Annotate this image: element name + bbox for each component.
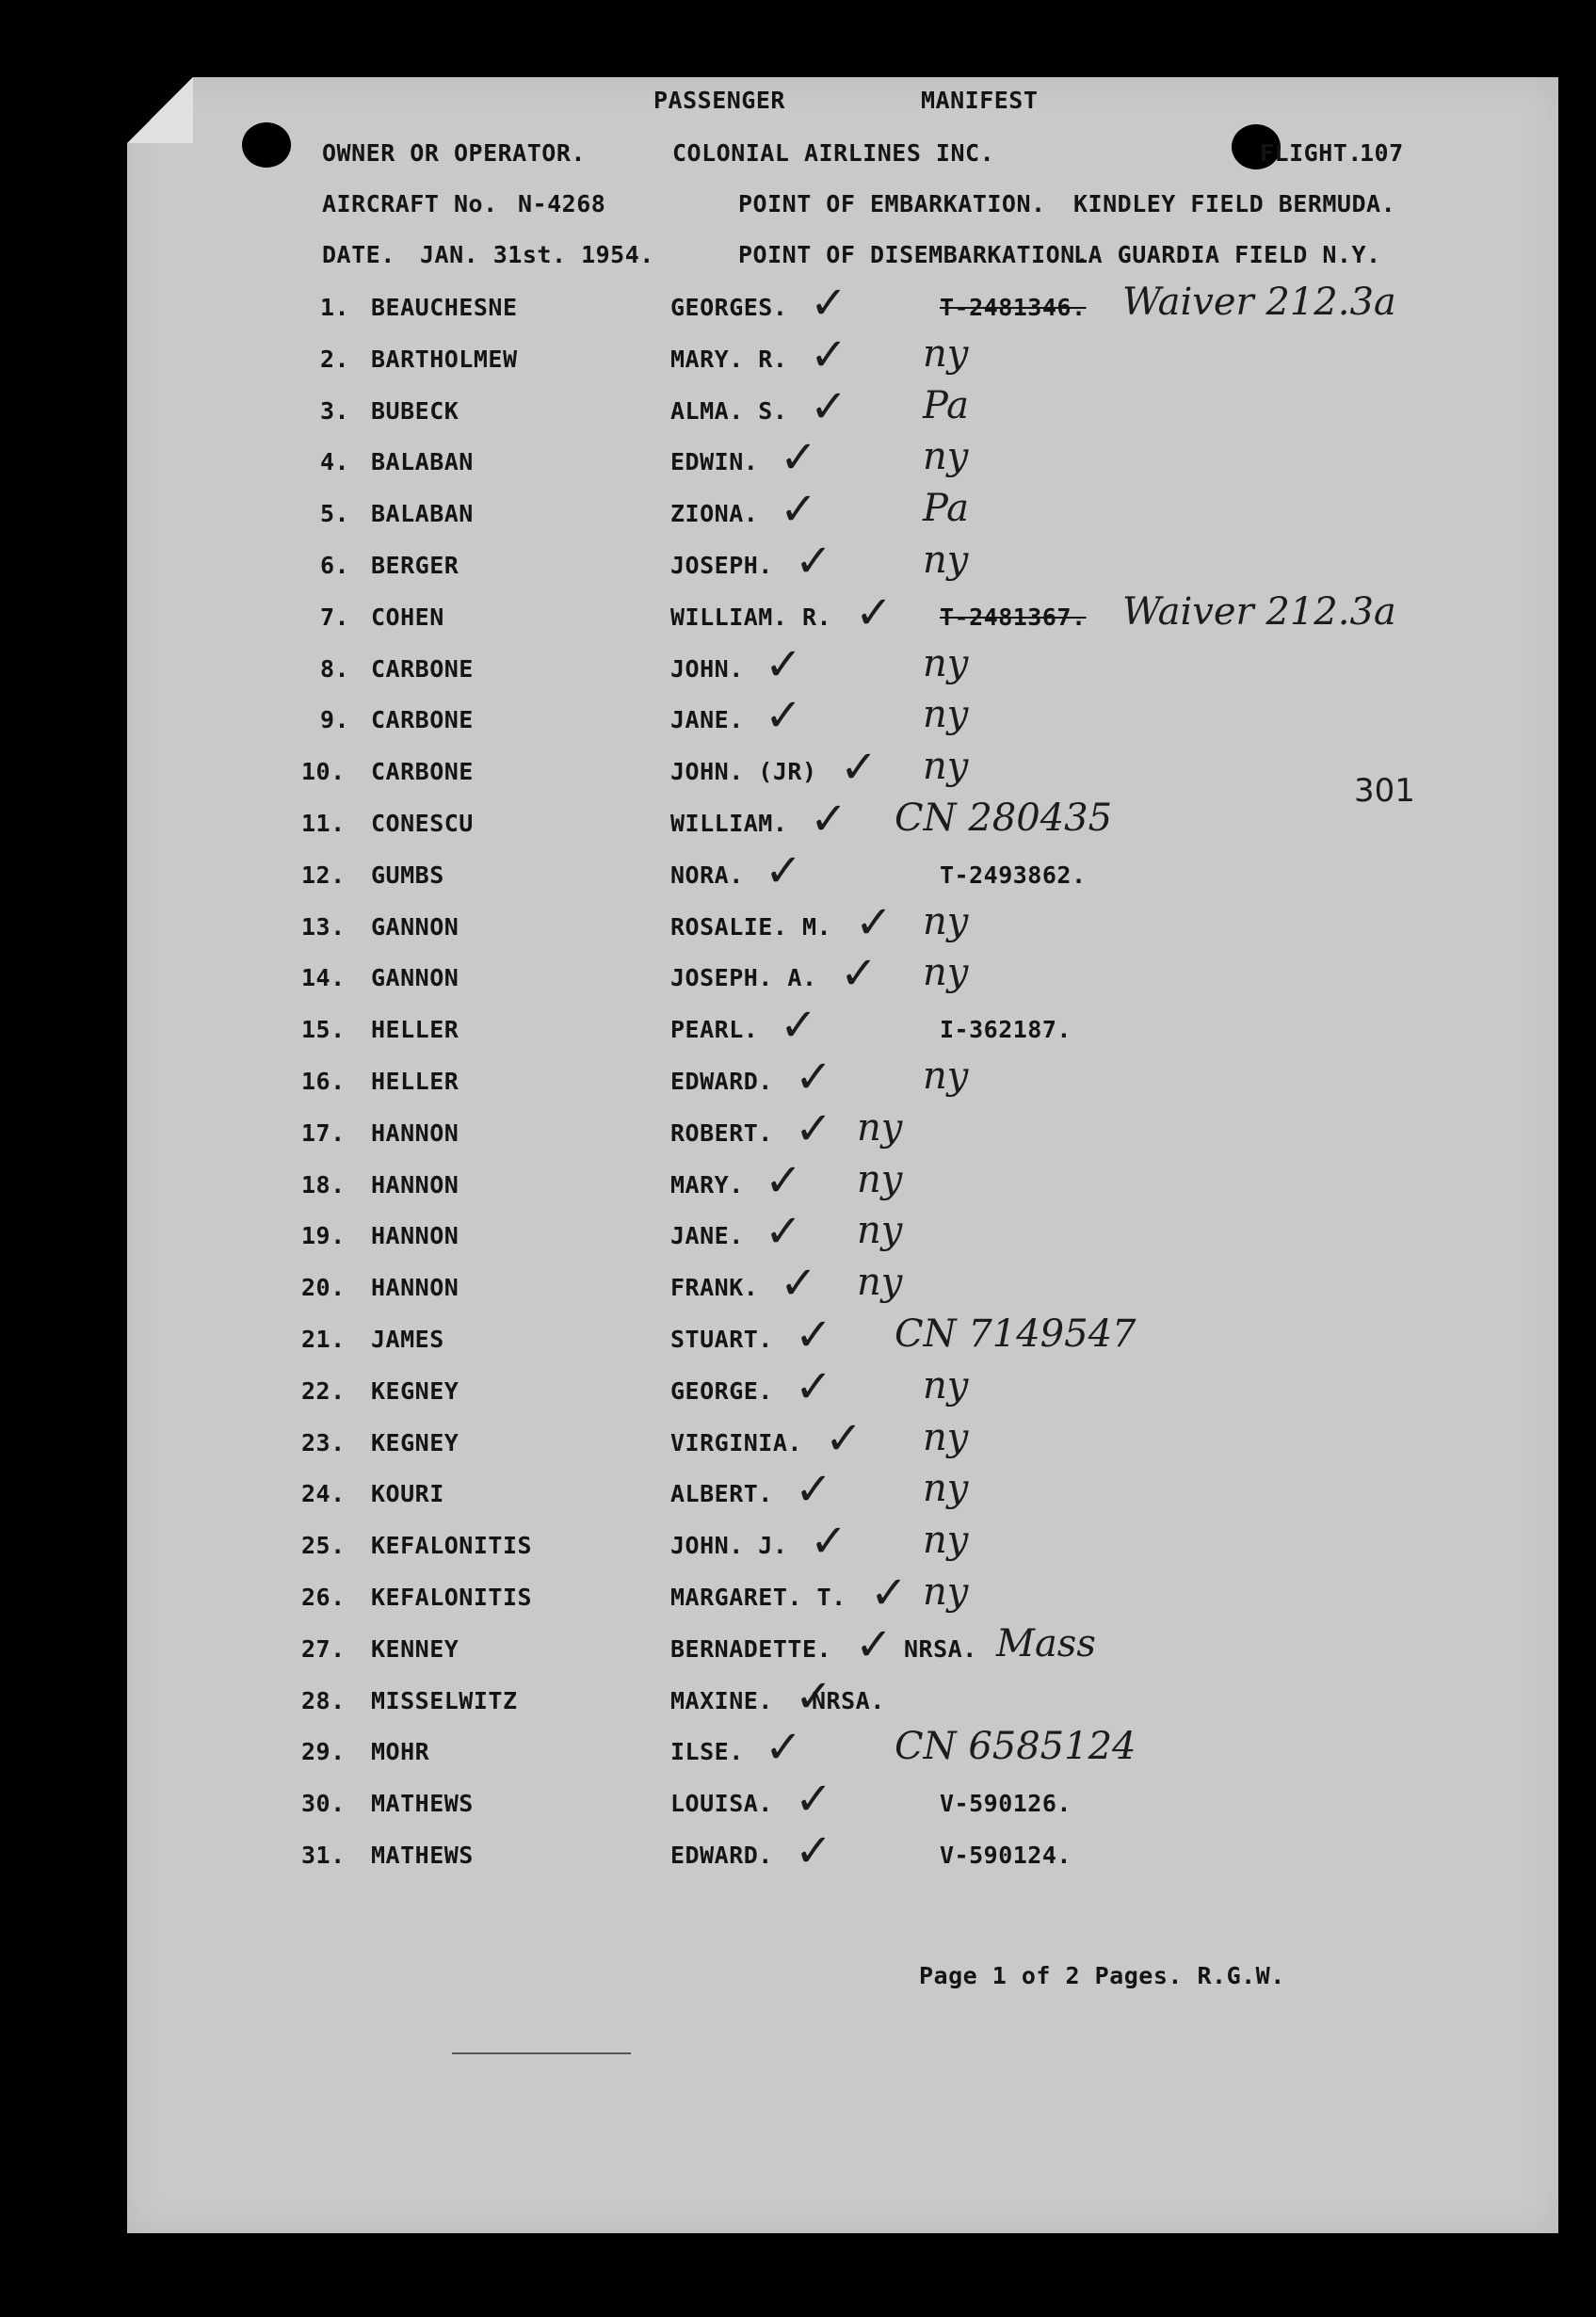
passenger-document: T-2493862. [940, 861, 1087, 889]
handwritten-note: ny [923, 1570, 969, 1614]
date-label: DATE. [322, 241, 395, 268]
passenger-surname: BALABAN [371, 448, 474, 475]
aircraft-value: N-4268 [518, 190, 606, 217]
passenger-surname: KEGNEY [371, 1429, 459, 1456]
passenger-number: 29. [301, 1738, 346, 1765]
passenger-document: V-590126. [940, 1790, 1072, 1817]
checkmark-icon: ✓ [795, 1051, 833, 1103]
handwritten-note: ny [923, 539, 969, 582]
passenger-surname: KENNEY [371, 1635, 459, 1663]
passenger-row [0, 1670, 1596, 1725]
checkmark-icon: ✓ [810, 329, 848, 381]
passenger-surname: CARBONE [371, 655, 474, 683]
passenger-given-name: MAXINE. [670, 1687, 773, 1714]
checkmark-icon: ✓ [765, 638, 803, 691]
passenger-given-name: MARY. R. [670, 346, 788, 373]
title-manifest: MANIFEST [921, 87, 1039, 114]
handwritten-note: ny [923, 1416, 969, 1459]
passenger-surname: BUBECK [371, 397, 459, 425]
passenger-number: 31. [301, 1842, 346, 1869]
passenger-number: 15. [301, 1016, 346, 1043]
passenger-given-name: LOUISA. [670, 1790, 773, 1817]
handwritten-note: ny [857, 1158, 903, 1201]
checkmark-icon: ✓ [870, 1567, 909, 1619]
handwritten-note: ny [923, 1519, 969, 1562]
passenger-surname: BALABAN [371, 500, 474, 527]
passenger-row [0, 1051, 1596, 1105]
passenger-number: 23. [301, 1429, 346, 1456]
passenger-surname: HELLER [371, 1068, 459, 1095]
passenger-given-name: NORA. [670, 861, 744, 889]
passenger-number: 28. [301, 1687, 346, 1714]
passenger-number: 16. [301, 1068, 346, 1095]
passenger-number: 22. [301, 1377, 346, 1405]
passenger-row [0, 329, 1596, 383]
passenger-number: 30. [301, 1790, 346, 1817]
handwritten-note: CN 280435 [895, 796, 1113, 840]
passenger-given-name: STUART. [670, 1326, 773, 1353]
passenger-number: 19. [301, 1222, 346, 1249]
passenger-row [0, 277, 1596, 331]
flight-value: 107 [1360, 139, 1404, 167]
passenger-row [0, 380, 1596, 435]
passenger-surname: BEAUCHESNE [371, 294, 518, 321]
passenger-surname: GUMBS [371, 861, 444, 889]
passenger-surname: HANNON [371, 1222, 459, 1249]
passenger-given-name: ROBERT. [670, 1119, 773, 1147]
passenger-given-name: BERNADETTE. [670, 1635, 832, 1663]
passenger-row [0, 1515, 1596, 1569]
passenger-surname: BERGER [371, 552, 459, 579]
embarkation-label: POINT OF EMBARKATION. [738, 190, 1046, 217]
passenger-given-name: ZIONA. [670, 500, 759, 527]
passenger-number: 17. [301, 1119, 346, 1147]
passenger-row [0, 638, 1596, 693]
passenger-given-name: JANE. [670, 1222, 744, 1249]
passenger-given-name: FRANK. [670, 1274, 759, 1301]
passenger-row [0, 483, 1596, 538]
passenger-row [0, 1463, 1596, 1518]
handwritten-note: ny [923, 1054, 969, 1098]
passenger-row [0, 999, 1596, 1054]
passenger-number: 3. [320, 397, 350, 425]
passenger-surname: GANNON [371, 964, 459, 991]
passenger-given-name: GEORGES. [670, 294, 788, 321]
checkmark-icon: ✓ [855, 896, 894, 949]
checkmark-icon: ✓ [810, 793, 848, 845]
passenger-surname: KOURI [371, 1480, 444, 1507]
checkmark-icon: ✓ [855, 587, 894, 639]
passenger-given-name: JOSEPH. A. [670, 964, 817, 991]
passenger-given-name: JOSEPH. [670, 552, 773, 579]
passenger-surname: COHEN [371, 603, 444, 631]
handwritten-note: ny [923, 900, 969, 943]
checkmark-icon: ✓ [810, 380, 848, 433]
passenger-surname: KEFALONITIS [371, 1584, 533, 1611]
passenger-given-name: PEARL. [670, 1016, 759, 1043]
checkmark-icon: ✓ [795, 1463, 833, 1516]
passenger-number: 25. [301, 1532, 346, 1559]
passenger-row [0, 1618, 1596, 1673]
checkmark-icon: ✓ [840, 947, 879, 1000]
passenger-row [0, 947, 1596, 1002]
passenger-row [0, 1205, 1596, 1260]
passenger-surname: CARBONE [371, 706, 474, 733]
passenger-row [0, 1567, 1596, 1621]
aircraft-label: AIRCRAFT No. [322, 190, 498, 217]
handwritten-note: Pa [923, 487, 969, 530]
checkmark-icon: ✓ [795, 1309, 833, 1361]
passenger-number: 24. [301, 1480, 346, 1507]
passenger-surname: CARBONE [371, 758, 474, 785]
passenger-row [0, 689, 1596, 744]
page-indicator: Page 1 of 2 Pages. R.G.W. [919, 1962, 1285, 1989]
passenger-number: 2. [320, 346, 350, 373]
passenger-row [0, 535, 1596, 589]
passenger-number: 8. [320, 655, 350, 683]
owner-label: OWNER OR OPERATOR. [322, 139, 586, 167]
checkmark-icon: ✓ [765, 689, 803, 742]
handwritten-note: Mass [996, 1622, 1096, 1665]
passenger-surname: KEGNEY [371, 1377, 459, 1405]
passenger-number: 18. [301, 1171, 346, 1199]
passenger-number: 21. [301, 1326, 346, 1353]
passenger-row [0, 741, 1596, 796]
handwritten-note: ny [857, 1209, 903, 1252]
date-value: JAN. 31st. 1954. [420, 241, 654, 268]
passenger-number: 13. [301, 913, 346, 941]
passenger-row [0, 1360, 1596, 1415]
checkmark-icon: ✓ [855, 1618, 894, 1671]
handwritten-note: ny [857, 1261, 903, 1304]
checkmark-icon: ✓ [825, 1412, 863, 1465]
passenger-row [0, 845, 1596, 899]
handwritten-note: ny [857, 1106, 903, 1150]
handwritten-note: ny [923, 435, 969, 478]
passenger-given-name: MARY. [670, 1171, 744, 1199]
passenger-surname: MISSELWITZ [371, 1687, 518, 1714]
handwritten-note: ny [923, 951, 969, 994]
checkmark-icon: ✓ [840, 741, 879, 794]
stamp-number: 301 [1354, 772, 1415, 810]
checkmark-icon: ✓ [810, 1515, 848, 1568]
handwritten-note: ny [923, 1364, 969, 1408]
checkmark-icon: ✓ [780, 1257, 818, 1310]
passenger-row [0, 1154, 1596, 1209]
passenger-number: 7. [320, 603, 350, 631]
passenger-given-name: JOHN. [670, 655, 744, 683]
folded-corner [127, 77, 193, 143]
passenger-number: 6. [320, 552, 350, 579]
handwritten-note: CN 7149547 [895, 1312, 1137, 1356]
handwritten-note: ny [923, 642, 969, 685]
passenger-document: T-2481346. [940, 294, 1087, 321]
passenger-number: 11. [301, 810, 346, 837]
passenger-row [0, 1721, 1596, 1776]
passenger-document: I-362187. [940, 1016, 1072, 1043]
passenger-surname: HELLER [371, 1016, 459, 1043]
passenger-number: 26. [301, 1584, 346, 1611]
passenger-row [0, 1773, 1596, 1827]
passenger-document: V-590124. [940, 1842, 1072, 1869]
passenger-number: 14. [301, 964, 346, 991]
passenger-given-name: JOHN. (JR) [670, 758, 817, 785]
embarkation-value: KINDLEY FIELD BERMUDA. [1073, 190, 1396, 217]
passenger-document: NRSA. [904, 1635, 977, 1663]
passenger-given-name: JANE. [670, 706, 744, 733]
checkmark-icon: ✓ [765, 1154, 803, 1207]
checkmark-icon: ✓ [795, 1670, 833, 1723]
passenger-row [0, 1309, 1596, 1363]
handwritten-note: ny [923, 1467, 969, 1510]
checkmark-icon: ✓ [780, 999, 818, 1052]
passenger-surname: MATHEWS [371, 1842, 474, 1869]
checkmark-icon: ✓ [795, 1360, 833, 1413]
passenger-given-name: MARGARET. T. [670, 1584, 846, 1611]
owner-value: COLONIAL AIRLINES INC. [672, 139, 995, 167]
signature-rule [452, 2052, 631, 2054]
passenger-row [0, 1412, 1596, 1467]
passenger-number: 1. [320, 294, 350, 321]
passenger-row [0, 1825, 1596, 1879]
handwritten-note: Pa [923, 384, 969, 427]
title-passenger: PASSENGER [653, 87, 785, 114]
passenger-given-name: ALMA. S. [670, 397, 788, 425]
handwritten-note: ny [923, 332, 969, 376]
passenger-surname: BARTHOLMEW [371, 346, 518, 373]
passenger-document: NRSA. [812, 1687, 885, 1714]
checkmark-icon: ✓ [765, 845, 803, 897]
handwritten-note: ny [923, 693, 969, 736]
handwritten-note: CN 6585124 [895, 1725, 1137, 1768]
checkmark-icon: ✓ [780, 431, 818, 484]
passenger-given-name: EDWIN. [670, 448, 759, 475]
checkmark-icon: ✓ [795, 1102, 833, 1155]
disembarkation-label: POINT OF DISEMBARKATION. [738, 241, 1090, 268]
passenger-given-name: ILSE. [670, 1738, 744, 1765]
passenger-given-name: EDWARD. [670, 1842, 773, 1869]
passenger-surname: KEFALONITIS [371, 1532, 533, 1559]
passenger-number: 5. [320, 500, 350, 527]
checkmark-icon: ✓ [795, 1825, 833, 1877]
passenger-row [0, 793, 1596, 847]
checkmark-icon: ✓ [810, 277, 848, 330]
checkmark-icon: ✓ [795, 1773, 833, 1826]
passenger-row [0, 587, 1596, 641]
passenger-number: 27. [301, 1635, 346, 1663]
passenger-surname: HANNON [371, 1274, 459, 1301]
passenger-row [0, 1257, 1596, 1311]
passenger-given-name: ROSALIE. M. [670, 913, 832, 941]
checkmark-icon: ✓ [765, 1205, 803, 1258]
passenger-given-name: GEORGE. [670, 1377, 773, 1405]
checkmark-icon: ✓ [780, 483, 818, 536]
passenger-surname: MATHEWS [371, 1790, 474, 1817]
handwritten-note: Waiver 212.3a [1122, 281, 1396, 324]
passenger-row [0, 1102, 1596, 1157]
passenger-given-name: WILLIAM. R. [670, 603, 832, 631]
passenger-surname: JAMES [371, 1326, 444, 1353]
passenger-given-name: JOHN. J. [670, 1532, 788, 1559]
checkmark-icon: ✓ [765, 1721, 803, 1774]
flight-label: FLIGHT. [1260, 139, 1362, 167]
passenger-given-name: ALBERT. [670, 1480, 773, 1507]
checkmark-icon: ✓ [795, 535, 833, 587]
passenger-surname: MOHR [371, 1738, 430, 1765]
passenger-row [0, 896, 1596, 951]
passenger-row [0, 431, 1596, 486]
disembarkation-value: LA GUARDIA FIELD N.Y. [1073, 241, 1381, 268]
passenger-number: 10. [301, 758, 346, 785]
punch-hole-top [242, 122, 291, 168]
handwritten-note: Waiver 212.3a [1122, 590, 1396, 634]
passenger-surname: GANNON [371, 913, 459, 941]
handwritten-note: ny [923, 745, 969, 788]
passenger-document: T-2481367. [940, 603, 1087, 631]
passenger-given-name: VIRGINIA. [670, 1429, 802, 1456]
passenger-number: 9. [320, 706, 350, 733]
passenger-surname: CONESCU [371, 810, 474, 837]
passenger-number: 20. [301, 1274, 346, 1301]
passenger-number: 12. [301, 861, 346, 889]
passenger-number: 4. [320, 448, 350, 475]
passenger-surname: HANNON [371, 1119, 459, 1147]
passenger-given-name: EDWARD. [670, 1068, 773, 1095]
passenger-given-name: WILLIAM. [670, 810, 788, 837]
passenger-surname: HANNON [371, 1171, 459, 1199]
